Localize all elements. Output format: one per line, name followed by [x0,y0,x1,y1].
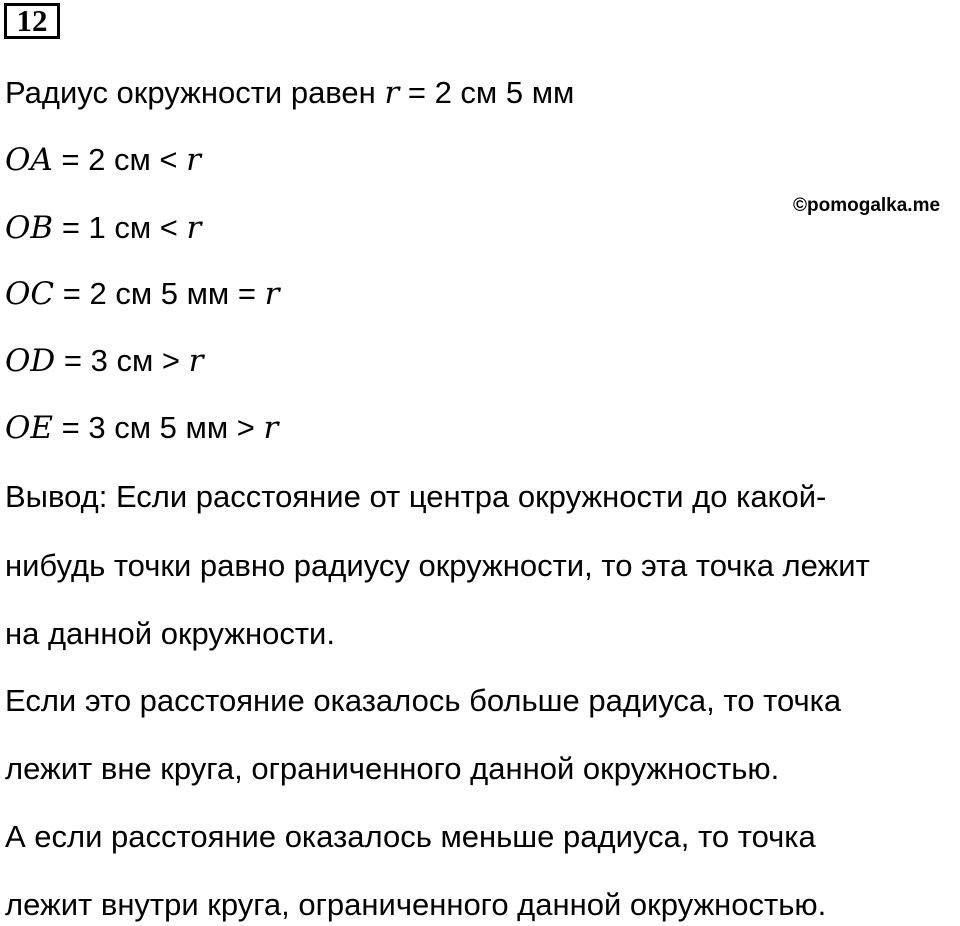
radius-variable: r [186,142,201,178]
task-number: 12 [16,3,48,38]
conclusion-line: лежит вне круга, ограниченного данной окружностью. [5,751,780,786]
radius-variable: r [186,210,202,246]
radius-variable: r [188,343,204,379]
radius-variable: r [263,410,279,446]
distance-label: OD [5,343,56,379]
distance-row-oa [5,140,201,180]
distance-row-oe [5,408,278,448]
given-value: = 2 см 5 мм [399,75,575,110]
distance-expression: = 3 см 5 мм > [53,410,264,445]
distance-expression: = 1 см < [53,210,187,245]
distance-label: OE [5,410,54,446]
distance-expression: = 2 см 5 мм = [54,276,265,311]
watermark: ©pomogalka.me [793,195,941,216]
distance-label: OA [5,142,53,178]
distance-expression: = 2 см < [52,142,187,177]
distance-expression: = 3 см > [55,343,189,378]
distance-label: OC [5,276,55,312]
given-variable: r [384,75,400,111]
given-text: Радиус окружности равен [5,75,385,110]
conclusion-line: Если это расстояние оказалось больше радиуса, то точка [5,683,842,718]
given-line [5,73,574,113]
radius-variable: r [264,276,280,312]
distance-row-oc [5,274,279,314]
task-number-box [4,3,60,39]
conclusion-line: лежит внутри круга, ограниченного данной окружностью. [5,887,827,922]
conclusion-line: А если расстояние оказалось меньше радиуса, то точка [5,819,816,854]
distance-row-ob [5,208,201,248]
conclusion-line: на данной окружности. [5,616,335,651]
conclusion-line: нибудь точки равно радиусу окружности, то эта точка лежит [5,548,870,583]
conclusion-line: Вывод: Если расстояние от центра окружности до какой- [5,479,827,514]
distance-label: OB [5,210,54,246]
distance-row-od [5,341,203,381]
